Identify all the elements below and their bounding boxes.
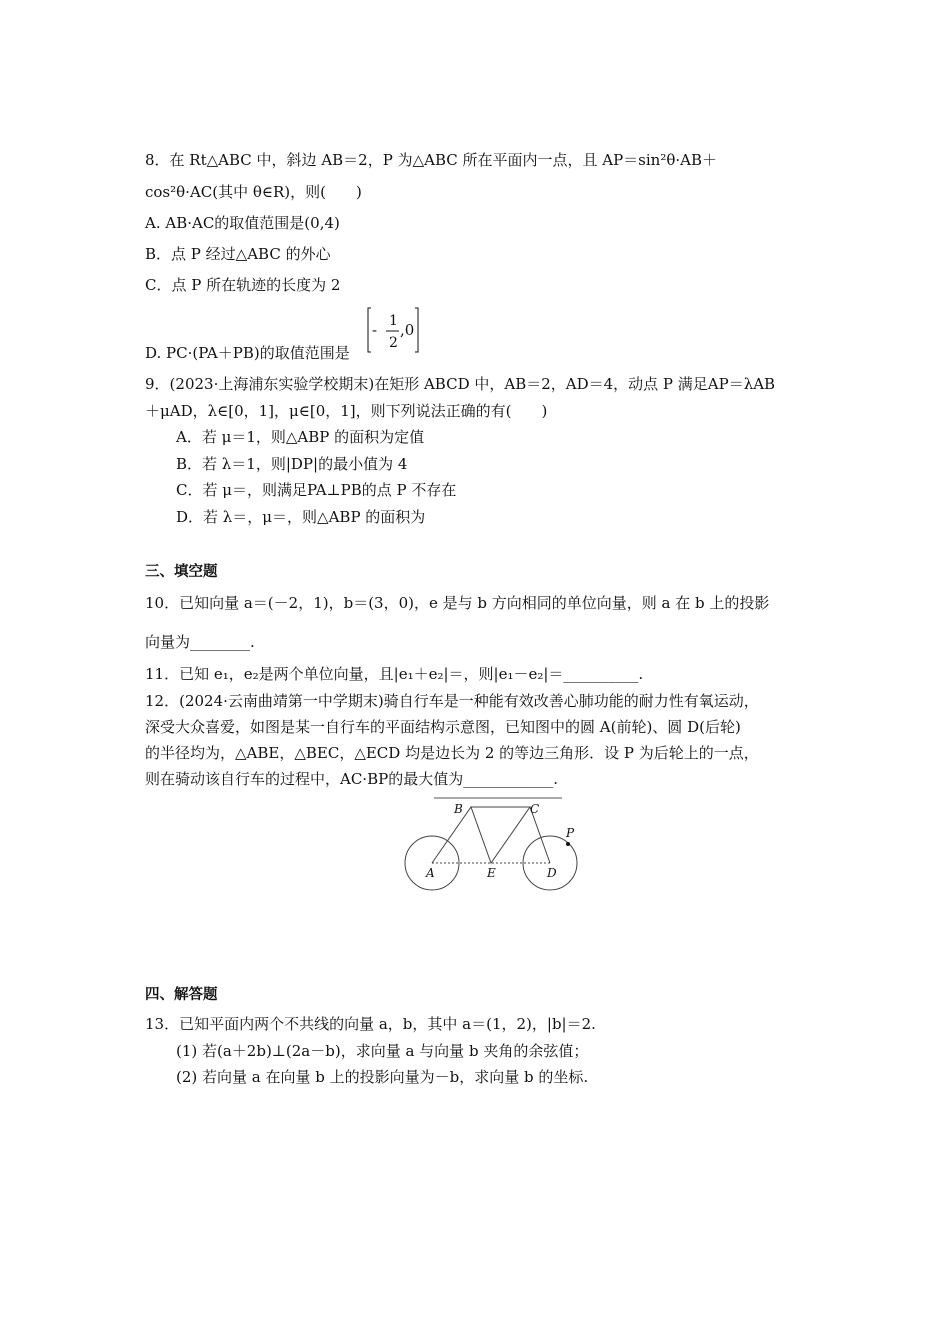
interval-numerator: 1 [389, 313, 398, 329]
q13-part1: (1) 若(a＋2b)⊥(2a－b)，求向量 a 与向量 b 夹角的余弦值； [176, 1042, 589, 1060]
label-b: B [454, 802, 463, 816]
label-p: P [566, 826, 575, 840]
label-c: C [530, 802, 540, 816]
q12-stem-line4: 则在骑动该自行车的过程中，AC·BP的最大值为____________. [145, 770, 558, 788]
q8-option-d: D. PC·(PA＋PB)的取值范围是 [145, 344, 350, 362]
q8-interval-expression [366, 307, 420, 353]
bicycle-diagram [402, 795, 582, 902]
q9-option-b: B．若 λ＝1，则|DP|的最小值为 4 [176, 455, 408, 473]
q8-option-b: B．点 P 经过△ABC 的外心 [145, 245, 331, 263]
section-fill-in-heading: 三、填空题 [145, 564, 218, 580]
q9-stem-line1: 9．(2023·上海浦东实验学校期末)在矩形 ABCD 中，AB＝2，AD＝4，动点 P 满足AP＝λAB [145, 375, 776, 393]
interval-denominator: 2 [389, 335, 398, 351]
q11-stem: 11．已知 e₁，e₂是两个单位向量，且|e₁＋e₂|＝，则|e₁－e₂|＝__________. [145, 665, 644, 683]
q13-part2: (2) 若向量 a 在向量 b 上的投影向量为－b，求向量 b 的坐标. [176, 1068, 589, 1086]
point-p-dot [566, 842, 570, 846]
q8-stem-line2: cos²θ·AC(其中 θ∈R)，则( ) [145, 183, 362, 201]
q10-stem-line2: 向量为________. [145, 633, 255, 651]
q8-option-a: A. AB·AC的取值范围是(0,4) [145, 214, 340, 232]
q9-stem-line2: ＋μAD，λ∈[0，1]，μ∈[0，1]，则下列说法正确的有( ) [145, 402, 548, 420]
q12-stem-line3: 的半径均为，△ABE，△BEC，△ECD 均是边长为 2 的等边三角形．设 P 为后轮上的一点， [145, 744, 759, 762]
q9-option-c: C．若 μ＝，则满足PA⊥PB的点 P 不存在 [176, 481, 457, 499]
interval-end: ,0 [400, 321, 415, 339]
q9-option-a: A．若 μ＝1，则△ABP 的面积为定值 [176, 428, 425, 446]
q9-option-d: D．若 λ＝，μ＝，则△ABP 的面积为 [176, 508, 426, 526]
label-a: A [426, 866, 435, 880]
q12-stem-line1: 12．(2024·云南曲靖第一中学期末)骑自行车是一种能有效改善心肺功能的耐力性有氧运动， [145, 692, 759, 710]
interval-minus: - [372, 321, 378, 339]
label-e: E [487, 866, 496, 880]
q12-stem-line2: 深受大众喜爱，如图是某一自行车的平面结构示意图，已知图中的圆 A(前轮)、圆 D(后轮) [145, 718, 741, 736]
q13-stem: 13．已知平面内两个不共线的向量 a，b，其中 a＝(1，2)，|b|＝2. [145, 1015, 596, 1033]
label-d: D [547, 866, 557, 880]
section-answer-heading: 四、解答题 [145, 987, 218, 1003]
q8-option-c: C．点 P 所在轨迹的长度为 2 [145, 276, 341, 294]
q8-stem-line1: 8．在 Rt△ABC 中，斜边 AB＝2，P 为△ABC 所在平面内一点，且 AP＝sin²θ·AB＋ [145, 151, 718, 169]
q10-stem-line1: 10．已知向量 a＝(－2，1)，b＝(3，0)，e 是与 b 方向相同的单位向量，则 a 在 b 上的投影 [145, 594, 770, 612]
